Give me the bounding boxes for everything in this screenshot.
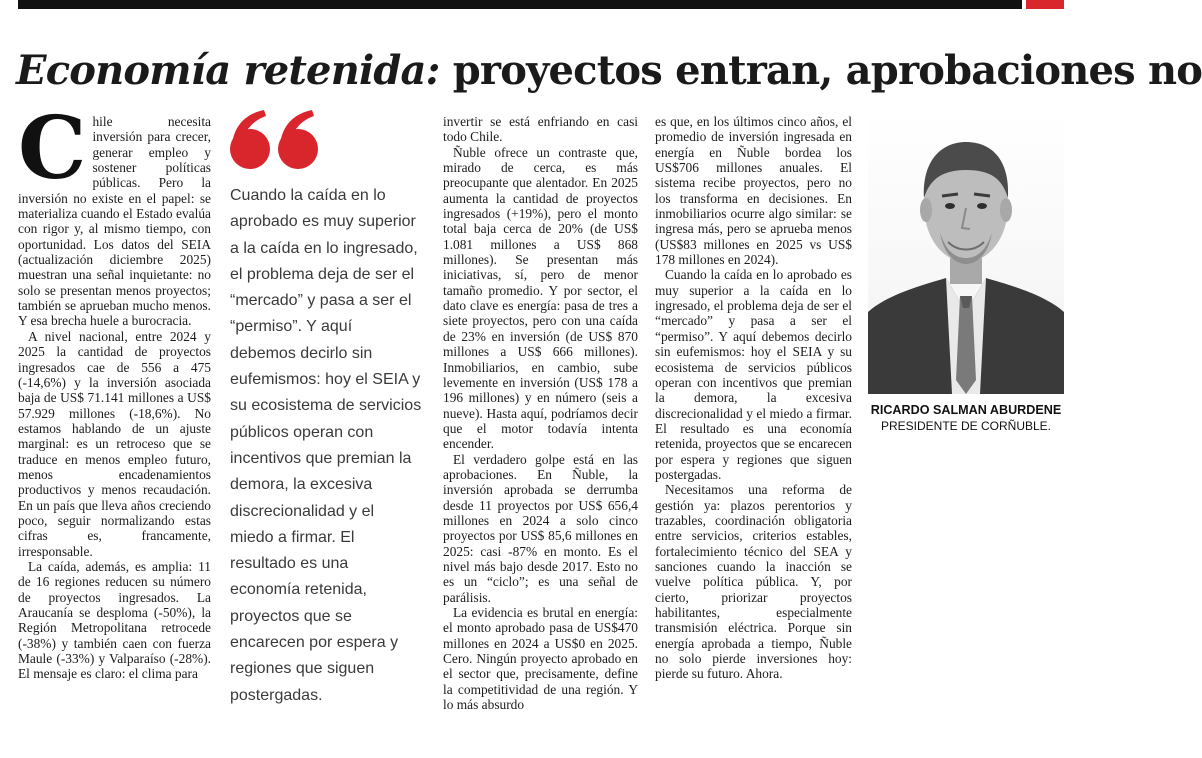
paragraph: A nivel nacional, entre 2024 y 2025 la cantidad de proyectos ingresados cae de 556 a 475 (-14,6%) y la inversión asociada baja de US$ 71.141 millones a US$ 57.929 millones (-18,6%). No estamos hablando de un ajuste marginal: es un retroceso que se traduce en menos empleo futuro, menos encadenamientos productivos y menos recaudación. En un país que lleva años creciendo poco, seguir normalizando estas cifras es, francamente, irresponsable. [18, 328, 211, 559]
headline-main-part: proyectos entran, aprobaciones no [439, 47, 1202, 94]
author-photo [868, 112, 1064, 394]
paragraph: Necesitamos una reforma de gestión ya: plazos perentorios y trazables, coordinación obligatoria entre servicios, criterios estables, fortalecimiento técnico del SEA y sanciones cuando la inacción se vuelve política pública. Y, por cierto, priorizar proyectos habilitantes, especialmente transmisión eléctrica. Porque sin energía aprobada a tiempo, Ñuble no solo pierde inversiones hoy: pierde su futuro. Ahora. [655, 482, 852, 682]
paragraph: Cuando la caída en lo aprobado es muy superior a la caída en lo ingresado, el problema deja de ser el “mercado” y pasa a ser el “permiso”. Y aquí debemos decirlo sin eufemismos: hoy el SEIA y su ecosistema de servicios públicos operan con incentivos que premian la demora, la excesiva discrecionalidad y el miedo a firmar. El resultado es una economía retenida, proyectos que se encarecen por espera y regiones que siguen postergadas. [655, 267, 852, 482]
drop-cap: C [18, 98, 87, 199]
paragraph: es que, en los últimos cinco años, el promedio de inversión ingresada en energía en Ñuble bordea los US$706 millones anuales. El sistema recibe proyectos, pero no los transforma en decisiones. En inmobiliarios ocurre algo similar: se ingresa más, pero se aprueba menos (US$83 millones en 2025 vs US$ 178 millones en 2024). [655, 114, 852, 268]
paragraph: La caída, además, es amplia: 11 de 16 regiones reducen su número de proyectos ingresados. La Araucanía se desploma (-50%), la Región Metropolitana retrocede (-38%) y también caen con fuerza Maule (-33%) y Valparaíso (-28%). El mensaje es claro: el clima para [18, 558, 211, 682]
paragraph: La evidencia es brutal en energía: el monto aprobado pasa de US$470 millones en 2024 a US$0 en 2025. Cero. Ningún proyecto aprobado en el sector que, precisamente, define la competitividad de una región. Y lo más absurdo [443, 605, 638, 713]
paragraph: El verdadero golpe está en las aprobaciones. En Ñuble, la inversión aprobada se derrumba desde 11 proyectos por US$ 656,4 millones en 2024 a solo cinco proyectos por US$ 85,6 millones en 2025: casi -87% en monto. Es el nivel más bajo desde 2017. Esto no es un “ciclo”; es una señal de parálisis. [443, 451, 638, 605]
headline-italic-part: Economía retenida: [16, 47, 440, 94]
article-headline [16, 40, 1202, 102]
article-column-3 [443, 114, 638, 712]
section-color-tab [1026, 0, 1064, 9]
top-rule [18, 0, 1022, 9]
author-title: PRESIDENTE DE CORÑUBLE. [880, 419, 1052, 433]
paragraph: Ñuble ofrece un contraste que, mirado de cerca, es más preocupante que alentador. En 2025 aumenta la cantidad de proyectos ingresados (+19%), pero el monto total baja cerca de 20% (de US$ 1.081 millones a US$ 868 millones). Se presentan más iniciativas, sí, pero de menor tamaño promedio. Y por sector, el dato clave es energía: pasa de tres a siete proyectos, pero con una caída de 23% en inversión (de US$ 870 millones a US$ 666 millones). Inmobiliarios, en cambio, sube levemente en inversión (US$ 178 a 196 millones) y en número (seis a nueve). Hasta aquí, podríamos decir que el motor todavía intenta encender. [443, 144, 638, 452]
author-name: RICARDO SALMAN ABURDENE [870, 403, 1062, 417]
article-column-4 [655, 114, 852, 682]
pull-quote: Cuando la caída en lo aprobado es muy superior a la caída en lo ingresado, el problema deja de ser el “mercado” y pasa a ser el “permiso”. Y aquí debemos decirlo sin eufemismos: hoy el SEIA y su ecosistema de servicios públicos operan con incentivos que premian la demora, la excesiva discrecionalidad y el miedo a firmar. El resultado es una economía retenida, proyectos que se encarecen por espera y regiones que siguen postergadas. [230, 187, 422, 704]
paragraph: invertir se está enfriando en casi todo Chile. [443, 114, 638, 145]
quote-marks-icon [228, 108, 328, 170]
article-column-1 [18, 98, 211, 682]
paragraph: hile necesita inversión para crecer, generar empleo y sostener políticas públicas. Pero la inversión no existe en el papel: se materializa cuando el Estado evalúa con rigor y, al mismo tiempo, con oportunidad. Los datos del SEIA (actualización diciembre 2025) muestran una señal inquietante: no solo se presentan menos proyectos; también se aprueban mucho menos. Y esa brecha huele a burocracia. [18, 114, 211, 329]
